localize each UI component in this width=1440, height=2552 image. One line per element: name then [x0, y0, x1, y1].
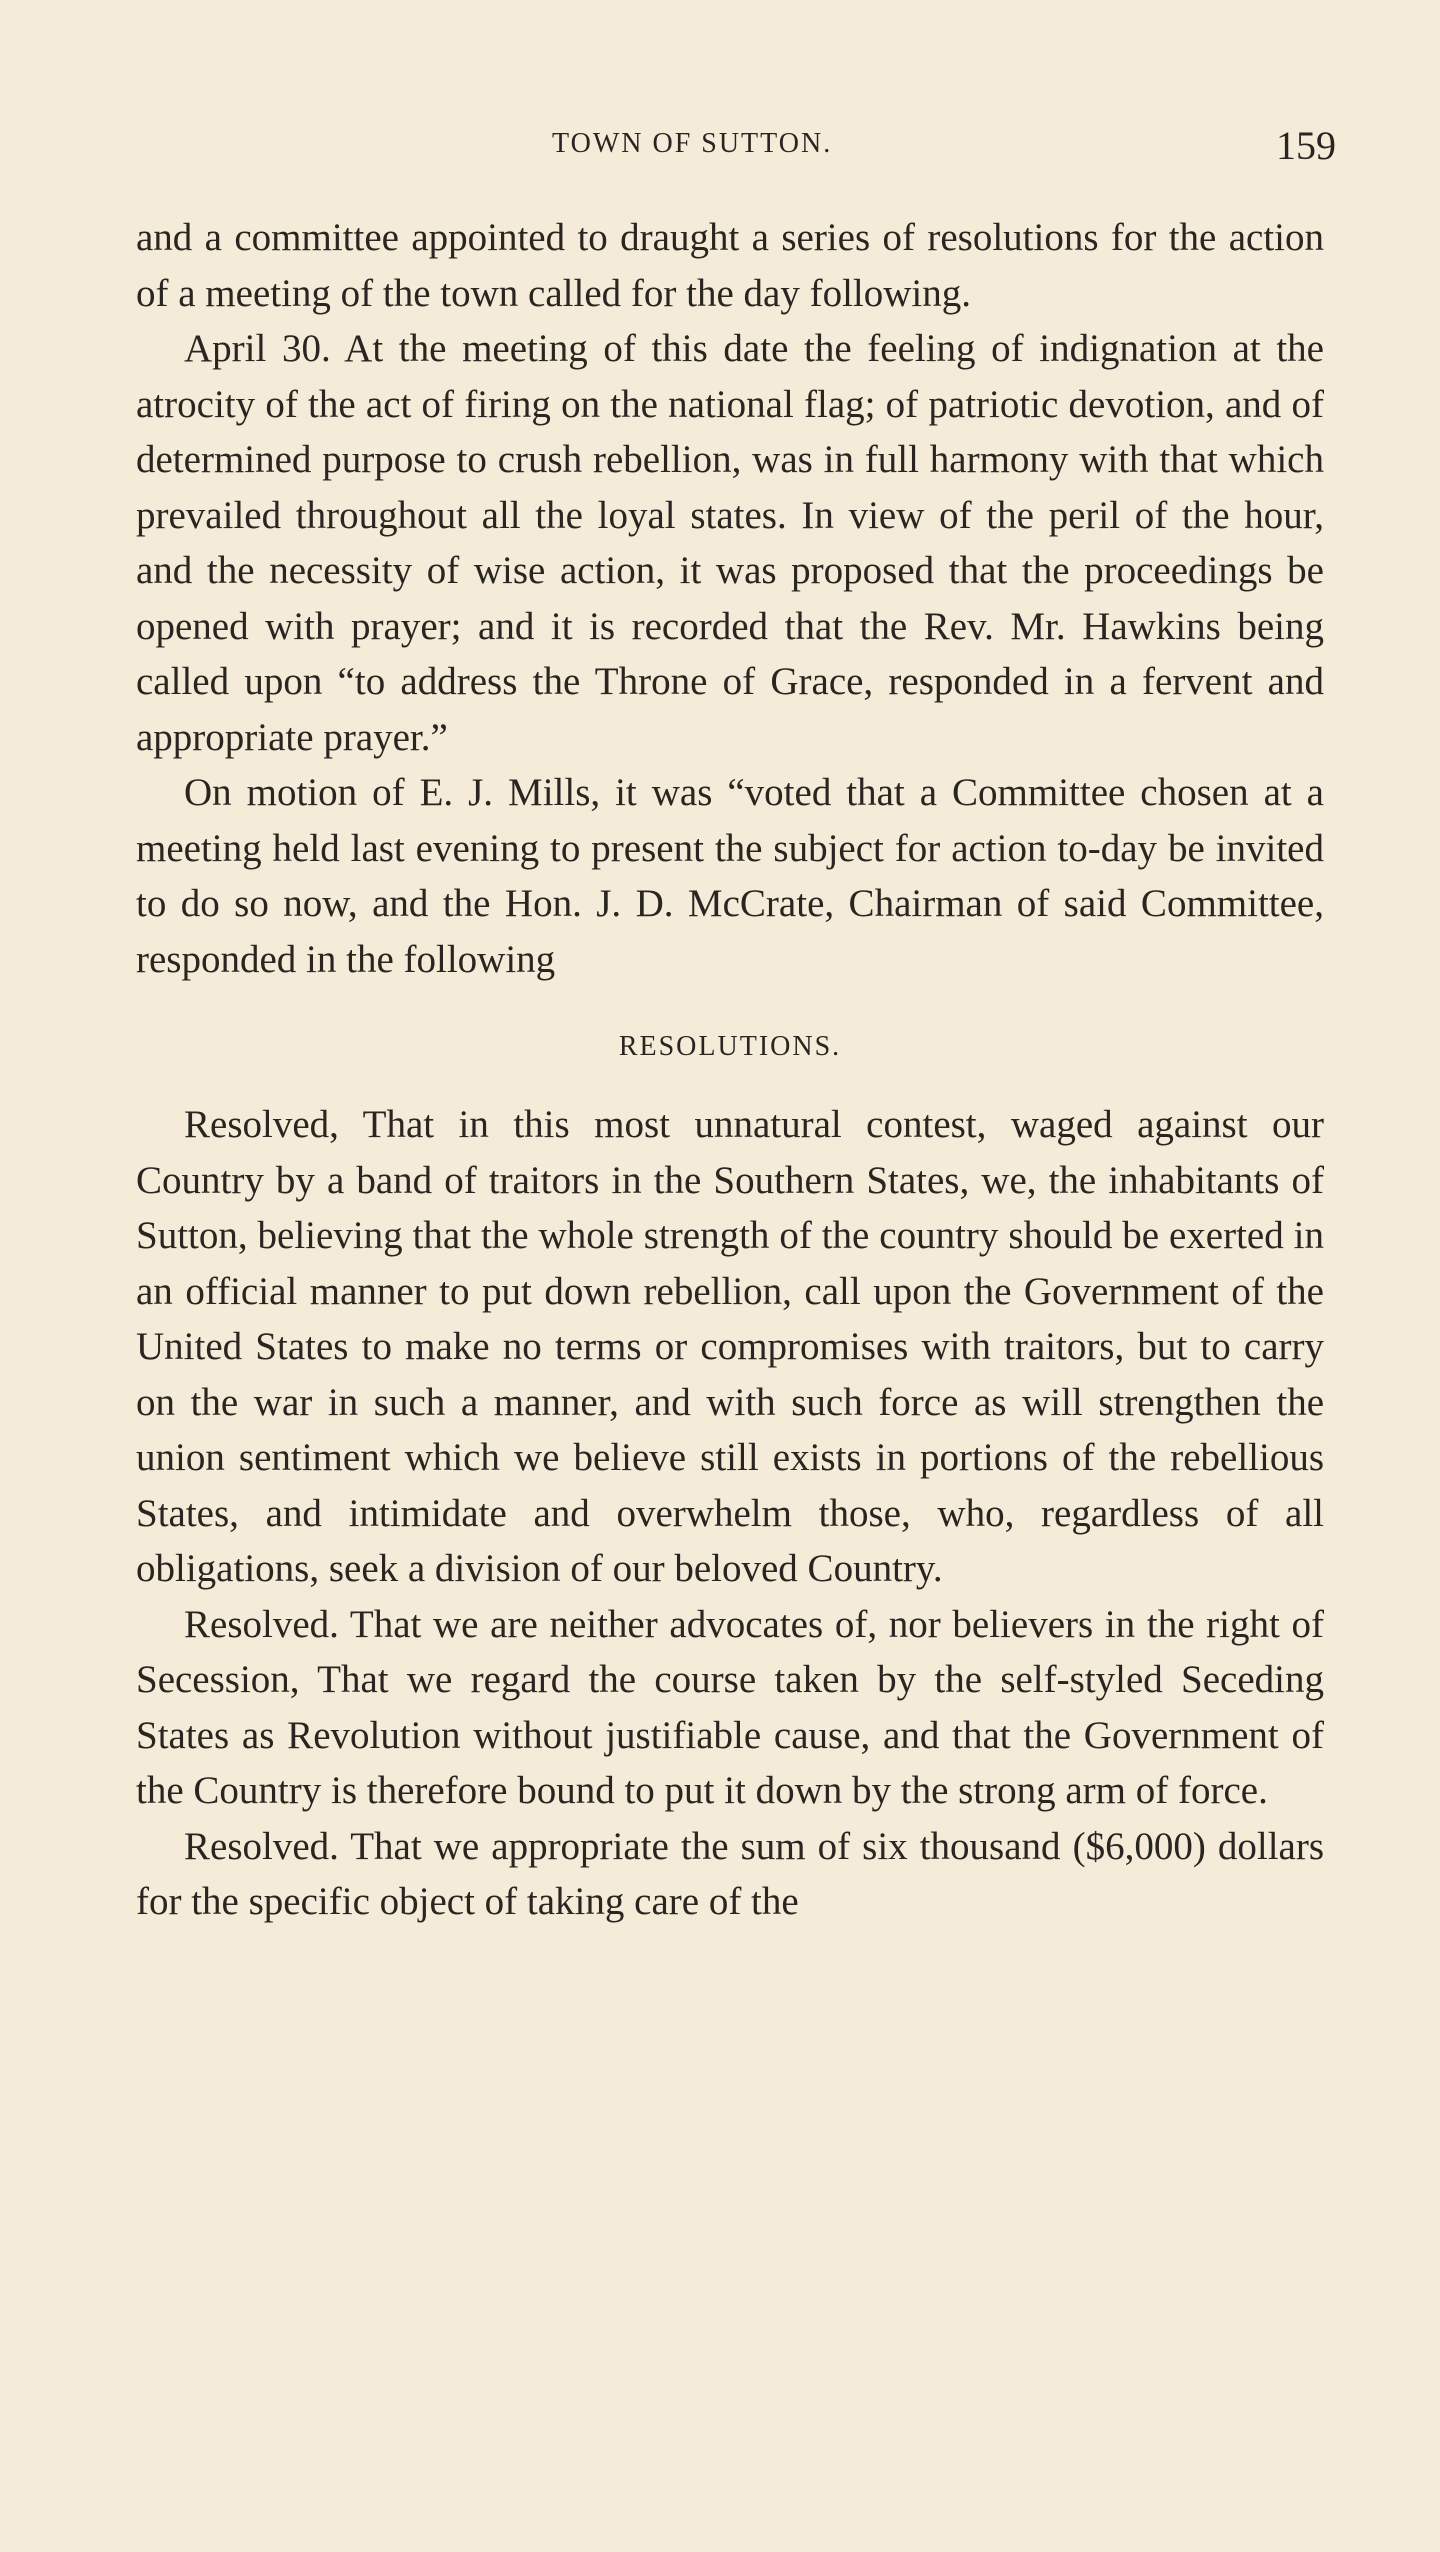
resolution-2: Resolved. That we are neither advocates of, nor believers in the right of Secession, That we regard the course taken by the self-styled Seceding States as Revolution without justifiable cause, and that the Government of the Country is therefore bound to put it down by the strong arm of force. — [136, 1602, 1324, 1812]
paragraph-motion: On motion of E. J. Mills, it was “voted that a Committee chosen at a meeting held last evening to present the subject for action to-day be invited to do so now, and the Hon. J. D. McCrate, Chairman of said Committee, responded in the following — [136, 771, 1324, 981]
page-number: 159 — [1276, 123, 1336, 168]
running-head: TOWN OF SUTTON. — [552, 128, 833, 159]
section-heading: RESOLUTIONS. — [618, 1031, 842, 1062]
paragraph-continuation: and a committee appointed to draught a series of resolutions for the action of a meeting of the town called for the day following. — [136, 216, 1324, 315]
resolution-1: Resolved, That in this most unnatural contest, waged against our Country by a band of traitors in the Southern States, we, the inhabitants of Sutton, believing that the whole strength of the country should be exerted in an official manner to put down rebellion, call upon the Government of the United States to make no terms or compromises with traitors, but to carry on the war in such a manner, and with such force as will strengthen the union sentiment which we believe still exists in portions of the rebellious States, and intimidate and overwhelm those, who, regardless of all obligations, seek a division of our beloved Country. — [136, 1103, 1324, 1590]
page-body — [136, 210, 1324, 1930]
resolution-3: Resolved. That we appropriate the sum of six thousand ($6,000) dollars for the specific object of taking care of the — [136, 1824, 1324, 1923]
page-header — [0, 122, 1440, 182]
paragraph-april-30: April 30. At the meeting of this date the feeling of indignation at the atrocity of the act of firing on the national flag; of patriotic devotion, and of determined purpose to crush rebellion, was in full harmony with that which prevailed throughout all the loyal states. In view of the peril of the hour, and the necessity of wise action, it was proposed that the proceedings be opened with prayer; and it is recorded that the Rev. Mr. Hawkins being called upon “to address the Throne of Grace, responded in a fervent and appropriate prayer.” — [136, 327, 1324, 759]
